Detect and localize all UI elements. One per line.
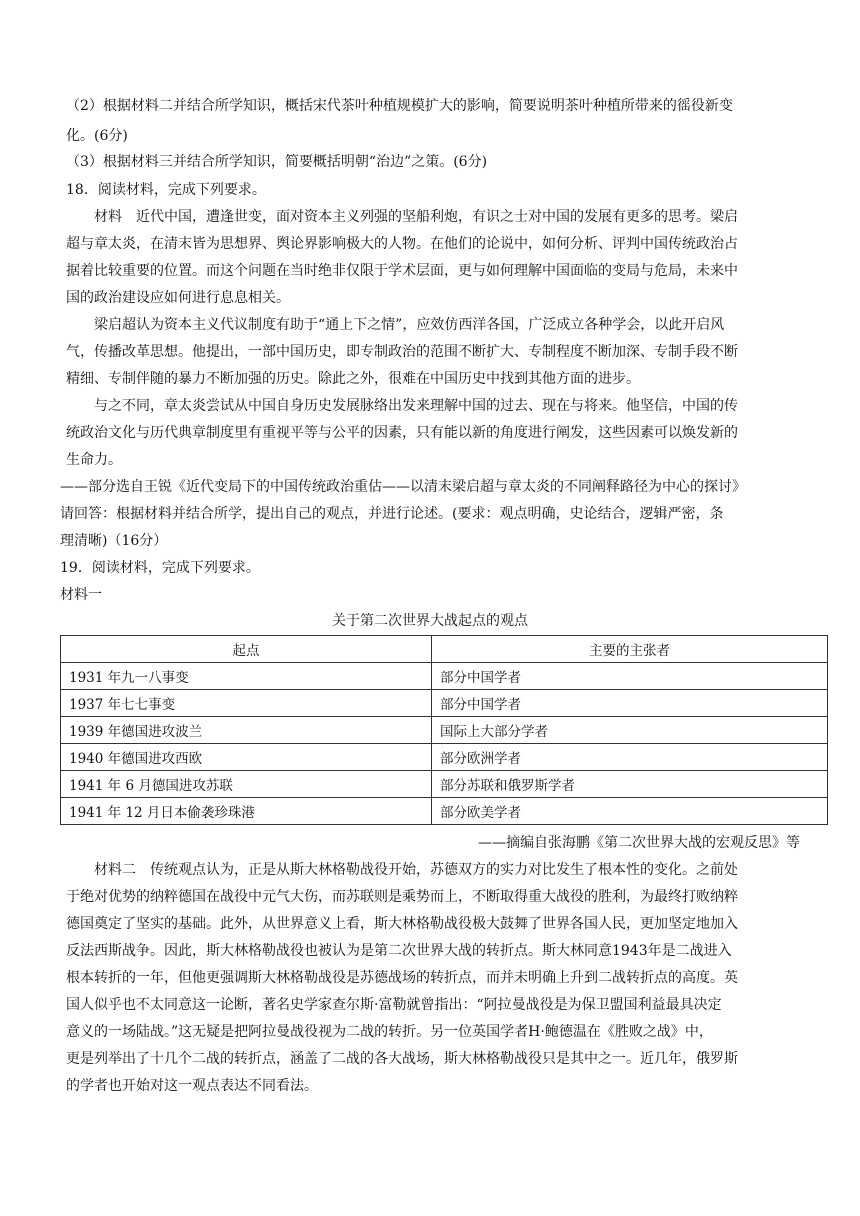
table-header-cell: 主要的主张者 <box>432 636 828 663</box>
table-row <box>61 798 828 825</box>
table-row <box>61 771 828 798</box>
table-cell: 部分欧洲学者 <box>432 744 828 771</box>
q18-material-line: 与之不同，章太炎尝试从中国自身历史发展脉络出发来理解中国的过去、现在与将来。他坚信，中国的传 <box>94 398 738 414</box>
table-title: 关于第二次世界大战起点的观点 <box>332 613 528 629</box>
table-cell: 1941 年 12 月日本偷袭珍珠港 <box>61 798 432 825</box>
q19-material2-line: 材料二 传统观点认为，正是从斯大林格勒战役开始，苏德双方的实力对比发生了根本性的变化。之前处 <box>94 862 738 878</box>
q17-2-line-2: 化。(6分) <box>66 128 128 144</box>
table-cell: 1939 年德国进攻波兰 <box>61 717 432 744</box>
q19-heading: 19．阅读材料，完成下列要求。 <box>60 560 260 576</box>
q18-material-line: 气，传播改革思想。他提出，一部中国历史，即专制政治的范围不断扩大、专制程度不断加深、专制手段不断 <box>66 344 738 360</box>
q19-material1-label: 材料一 <box>60 587 102 603</box>
table-cell: 部分中国学者 <box>432 690 828 717</box>
q19-material2-line: 根本转折的一年，但他更强调斯大林格勒战役是苏德战场的转折点，而并未明确上升到二战转折点的高度。英 <box>66 970 738 986</box>
q19-material2-line: 更是列举出了十几个二战的转折点，涵盖了二战的各大战场，斯大林格勒战役只是其中之一。近几年，俄罗斯 <box>66 1051 738 1067</box>
table-row <box>61 717 828 744</box>
q18-material-line: 生命力。 <box>66 452 122 468</box>
table-row <box>61 690 828 717</box>
table-cell: 1937 年七七事变 <box>61 690 432 717</box>
table-header-cell: 起点 <box>61 636 432 663</box>
q19-material2-line: 意义的一场陆战。”这无疑是把阿拉曼战役视为二战的转折。另一位英国学者H·鲍德温在《胜败之战》中， <box>66 1024 713 1040</box>
q18-material-line: 国的政治建设应如何进行息息相关。 <box>66 290 290 306</box>
q18-material-line: 精细、专制伴随的暴力不断加强的历史。除此之外，很难在中国历史中找到其他方面的进步。 <box>66 371 640 387</box>
q18-material-line: 梁启超认为资本主义代议制度有助于“通上下之情”，应效仿西洋各国，广泛成立各种学会，以此开启风 <box>94 317 725 333</box>
q17-2-line-1: （2）根据材料二并结合所学知识，概括宋代茶叶种植规模扩大的影响，简要说明茶叶种植所带来的徭役新变 <box>66 98 733 114</box>
q19-material2-line: 于绝对优势的纳粹德国在战役中元气大伤，而苏联则是乘势而上，不断取得重大战役的胜利，为最终打败纳粹 <box>66 889 738 905</box>
q18-material-line: 超与章太炎，在清末皆为思想界、舆论界影响极大的人物。在他们的论说中，如何分析、评判中国传统政治占 <box>66 236 738 252</box>
table-cell: 部分欧美学者 <box>432 798 828 825</box>
table-cell: 部分苏联和俄罗斯学者 <box>432 771 828 798</box>
q19-material2-line: 反法西斯战争。因此，斯大林格勒战役也被认为是第二次世界大战的转折点。斯大林同意1943年是二战进入 <box>66 943 732 959</box>
table-source: ——摘编自张海鹏《第二次世界大战的宏观反思》等 <box>478 835 800 851</box>
q18-question-line-2: 理清晰)（16分） <box>60 533 168 549</box>
table-cell: 国际上大部分学者 <box>432 717 828 744</box>
table-cell: 1931 年九一八事变 <box>61 663 432 690</box>
q18-material-line: 材料 近代中国，遭逢世变，面对资本主义列强的坚船利炮，有识之士对中国的发展有更多的思考。梁启 <box>94 209 738 225</box>
table-cell: 部分中国学者 <box>432 663 828 690</box>
q18-material-line: 统政治文化与历代典章制度里有重视平等与公平的因素，只有能以新的角度进行阐发，这些因素可以焕发新的 <box>66 425 738 441</box>
ww2-start-table <box>60 635 828 825</box>
table-row <box>61 744 828 771</box>
q18-question-line-1: 请回答：根据材料并结合所学，提出自己的观点，并进行论述。(要求：观点明确，史论结合，逻辑严密，条 <box>60 506 724 522</box>
q19-material2-line: 的学者也开始对这一观点表达不同看法。 <box>66 1078 318 1094</box>
table-header-row <box>61 636 828 663</box>
q19-material2-line: 国人似乎也不太同意这一论断，著名史学家查尔斯·富勒就曾指出：“阿拉曼战役是为保卫盟国利益最具决定 <box>66 997 722 1013</box>
q18-heading: 18．阅读材料，完成下列要求。 <box>66 182 266 198</box>
q18-source: ——部分选自王锐《近代变局下的中国传统政治重估——以清末梁启超与章太炎的不同阐释路径为中心的探讨》 <box>60 479 746 495</box>
table-cell: 1940 年德国进攻西欧 <box>61 744 432 771</box>
q18-material-line: 据着比较重要的位置。而这个问题在当时绝非仅限于学术层面，更与如何理解中国面临的变局与危局，未来中 <box>66 263 738 279</box>
table-row <box>61 663 828 690</box>
q19-material2-line: 德国奠定了坚实的基础。此外，从世界意义上看，斯大林格勒战役极大鼓舞了世界各国人民，更加坚定地加入 <box>66 916 738 932</box>
q17-3-line-1: （3）根据材料三并结合所学知识，简要概括明朝“治边”之策。(6分) <box>66 154 488 170</box>
table-cell: 1941 年 6 月德国进攻苏联 <box>61 771 432 798</box>
